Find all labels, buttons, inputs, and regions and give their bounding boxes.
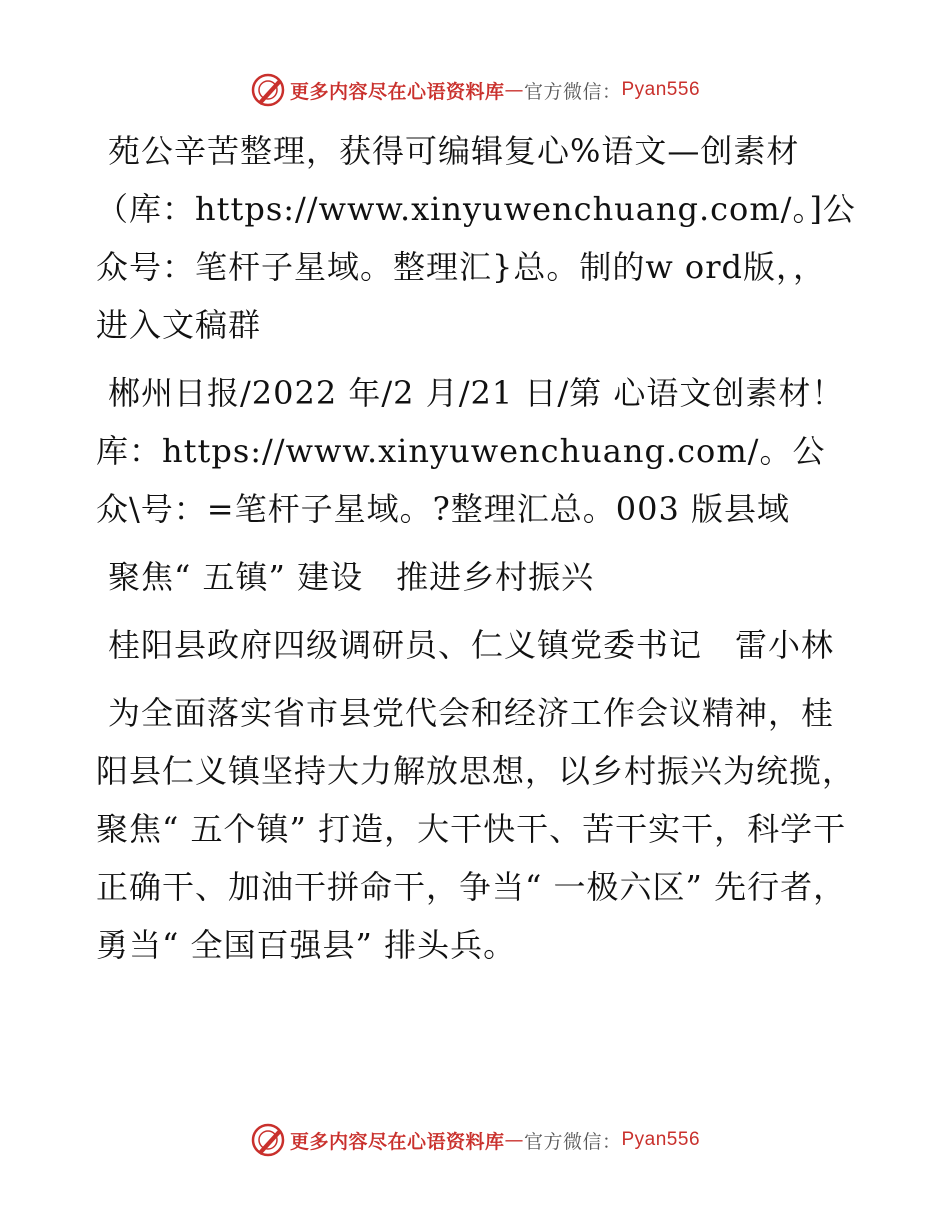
header-banner bbox=[0, 70, 950, 110]
document-body bbox=[96, 122, 856, 984]
author-line: 桂阳县政府四级调研员、仁义镇党委书记 雷小林 bbox=[108, 626, 835, 664]
banner-title: 更多内容尽在心语资料库 bbox=[289, 1130, 505, 1153]
banner-title: 更多内容尽在心语资料库 bbox=[289, 80, 505, 103]
intro-paragraph: 苑公辛苦整理，获得可编辑复心%语文—创素材（库：https://www.xinyuwenchuang.com/。]公众号：笔杆子星域。整理汇}总。制的w ord版，，进入文稿群 bbox=[96, 132, 856, 344]
banner-wechat-id: Pyan556 bbox=[621, 79, 701, 100]
banner-dash: — bbox=[504, 79, 524, 101]
article-title: 聚焦“ 五镇” 建设 推进乡村振兴 bbox=[108, 558, 595, 596]
pen-logo-icon bbox=[250, 72, 286, 108]
banner-wechat-id: Pyan556 bbox=[621, 1129, 701, 1150]
footer-banner bbox=[0, 1120, 950, 1160]
banner-dash: — bbox=[504, 1129, 524, 1151]
body-paragraph: 为全面落实省市县党代会和经济工作会议精神，桂阳县仁义镇坚持大力解放思想，以乡村振兴为统揽，聚焦“ 五个镇” 打造，大干快干、苦干实干，科学干正确干、加油干拼命干，争当“ 一极六区” 先行者，勇当“ 全国百强县” 排头兵。 bbox=[96, 694, 856, 964]
banner-wechat-label: 官方微信： bbox=[523, 1130, 622, 1153]
source-paragraph: 郴州日报/2022 年/2 月/21 日/第 心语文创素材！库：https://www.xinyuwenchuang.com/。公众\号：=笔杆子星域。?整理汇总。003 版县域 bbox=[96, 374, 845, 528]
pen-logo-icon bbox=[250, 1122, 286, 1158]
banner-wechat-label: 官方微信： bbox=[523, 80, 622, 103]
